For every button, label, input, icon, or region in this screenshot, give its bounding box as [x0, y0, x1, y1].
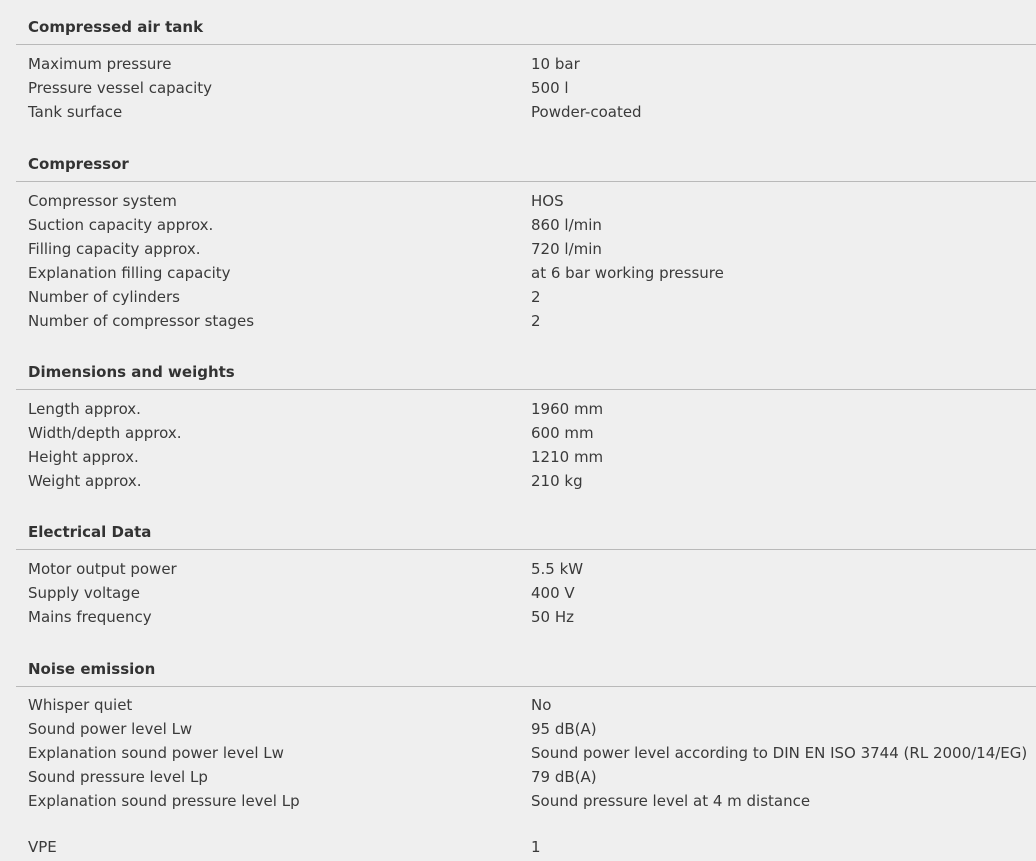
spec-row	[16, 237, 1036, 261]
spec-row-vpe	[16, 835, 1036, 859]
spec-label: Pressure vessel capacity	[28, 79, 213, 97]
spec-value: 500 l	[531, 79, 569, 97]
spec-label: Width/depth approx.	[28, 424, 182, 442]
spec-label: Sound power level Lw	[28, 720, 193, 738]
spec-value: 2	[531, 288, 541, 306]
section-electrical-data	[16, 505, 1036, 629]
spec-row	[16, 693, 1036, 717]
section-title: Compressed air tank	[16, 0, 1036, 45]
spec-value: 400 V	[531, 584, 575, 602]
spec-value: 210 kg	[531, 472, 583, 490]
spec-label: Motor output power	[28, 560, 177, 578]
spec-label: Length approx.	[28, 400, 141, 418]
spec-row	[16, 765, 1036, 789]
section-title: Noise emission	[16, 642, 1036, 687]
spec-row	[16, 100, 1036, 124]
spec-value: 720 l/min	[531, 240, 602, 258]
spec-label: VPE	[28, 838, 57, 856]
spec-value: 1	[531, 838, 541, 856]
spec-value: Sound power level according to DIN EN ISO 3744 (RL 2000/14/EG)	[531, 744, 1028, 762]
spec-value: No	[531, 696, 552, 714]
spec-label: Mains frequency	[28, 608, 152, 626]
section-compressor	[16, 137, 1036, 333]
spec-value: Powder-coated	[531, 103, 642, 121]
spec-row	[16, 789, 1036, 813]
spec-value: Sound pressure level at 4 m distance	[531, 792, 811, 810]
spec-value: 10 bar	[531, 55, 580, 73]
spec-row	[16, 605, 1036, 629]
spec-value: 50 Hz	[531, 608, 575, 626]
spec-row	[16, 741, 1036, 765]
spec-label: Compressor system	[28, 192, 177, 210]
spec-label: Number of cylinders	[28, 288, 180, 306]
spec-row	[16, 189, 1036, 213]
spec-row	[16, 76, 1036, 100]
section-title: Dimensions and weights	[16, 345, 1036, 390]
spec-row	[16, 213, 1036, 237]
section-title: Compressor	[16, 137, 1036, 182]
spec-label: Filling capacity approx.	[28, 240, 201, 258]
spec-row	[16, 421, 1036, 445]
spec-label: Weight approx.	[28, 472, 142, 490]
spec-row	[16, 397, 1036, 421]
spec-label: Explanation filling capacity	[28, 264, 231, 282]
spec-row	[16, 469, 1036, 493]
section-title: Electrical Data	[16, 505, 1036, 550]
spec-label: Explanation sound power level Lw	[28, 744, 284, 762]
spec-row	[16, 285, 1036, 309]
spec-label: Sound pressure level Lp	[28, 768, 208, 786]
spec-value: 600 mm	[531, 424, 594, 442]
spec-label: Number of compressor stages	[28, 312, 255, 330]
spec-value: 79 dB(A)	[531, 768, 597, 786]
spec-value: 1960 mm	[531, 400, 604, 418]
spec-value: 2	[531, 312, 541, 330]
spec-value: 860 l/min	[531, 216, 602, 234]
spec-value: HOS	[531, 192, 564, 210]
spec-row	[16, 52, 1036, 76]
spec-label: Tank surface	[28, 103, 123, 121]
spec-value: 95 dB(A)	[531, 720, 597, 738]
spec-row	[16, 557, 1036, 581]
spec-row	[16, 261, 1036, 285]
spec-value: 1210 mm	[531, 448, 604, 466]
spec-value: at 6 bar working pressure	[531, 264, 724, 282]
spec-row	[16, 717, 1036, 741]
spec-label: Height approx.	[28, 448, 139, 466]
spec-label: Supply voltage	[28, 584, 140, 602]
spec-label: Maximum pressure	[28, 55, 172, 73]
section-compressed-air-tank	[16, 0, 1036, 124]
spec-row	[16, 581, 1036, 605]
spec-label: Explanation sound pressure level Lp	[28, 792, 300, 810]
spec-row	[16, 309, 1036, 333]
section-noise-emission	[16, 642, 1036, 813]
spec-label: Suction capacity approx.	[28, 216, 214, 234]
spec-label: Whisper quiet	[28, 696, 133, 714]
spec-row	[16, 445, 1036, 469]
spec-value: 5.5 kW	[531, 560, 584, 578]
section-dimensions-and-weights	[16, 345, 1036, 493]
